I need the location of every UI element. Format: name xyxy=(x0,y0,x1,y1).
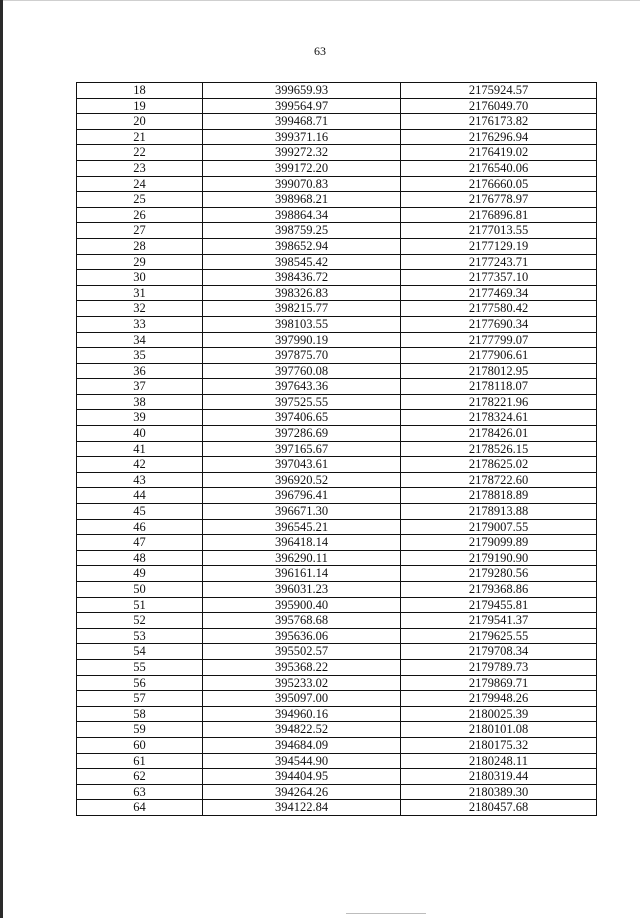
table-row xyxy=(77,270,597,286)
y-coordinate-cell: 2178324.61 xyxy=(401,410,597,426)
y-coordinate-cell: 2180319.44 xyxy=(401,769,597,785)
point-number-cell: 23 xyxy=(77,160,203,176)
page-top-edge xyxy=(0,0,640,1)
y-coordinate-cell: 2177580.42 xyxy=(401,301,597,317)
point-number-cell: 36 xyxy=(77,363,203,379)
point-number-cell: 29 xyxy=(77,254,203,270)
x-coordinate-cell: 397406.65 xyxy=(203,410,401,426)
point-number-cell: 26 xyxy=(77,207,203,223)
y-coordinate-cell: 2178526.15 xyxy=(401,441,597,457)
x-coordinate-cell: 394264.26 xyxy=(203,784,401,800)
x-coordinate-cell: 396161.14 xyxy=(203,566,401,582)
y-coordinate-cell: 2177469.34 xyxy=(401,285,597,301)
point-number-cell: 53 xyxy=(77,628,203,644)
x-coordinate-cell: 398864.34 xyxy=(203,207,401,223)
page-number: 63 xyxy=(314,44,326,58)
table-row xyxy=(77,613,597,629)
x-coordinate-cell: 394544.90 xyxy=(203,753,401,769)
table-row xyxy=(77,784,597,800)
y-coordinate-cell: 2177690.34 xyxy=(401,316,597,332)
y-coordinate-cell: 2176660.05 xyxy=(401,176,597,192)
y-coordinate-cell: 2180248.11 xyxy=(401,753,597,769)
table-row xyxy=(77,192,597,208)
point-number-cell: 55 xyxy=(77,659,203,675)
y-coordinate-cell: 2178426.01 xyxy=(401,426,597,442)
table-row xyxy=(77,301,597,317)
point-number-cell: 37 xyxy=(77,379,203,395)
table-row xyxy=(77,644,597,660)
y-coordinate-cell: 2178818.89 xyxy=(401,488,597,504)
point-number-cell: 24 xyxy=(77,176,203,192)
point-number-cell: 59 xyxy=(77,722,203,738)
point-number-cell: 18 xyxy=(77,83,203,99)
y-coordinate-cell: 2177799.07 xyxy=(401,332,597,348)
x-coordinate-cell: 396671.30 xyxy=(203,504,401,520)
x-coordinate-cell: 397643.36 xyxy=(203,379,401,395)
table-row xyxy=(77,98,597,114)
y-coordinate-cell: 2179368.86 xyxy=(401,582,597,598)
x-coordinate-cell: 398652.94 xyxy=(203,238,401,254)
table-row xyxy=(77,800,597,816)
table-row xyxy=(77,488,597,504)
y-coordinate-cell: 2180457.68 xyxy=(401,800,597,816)
point-number-cell: 45 xyxy=(77,504,203,520)
x-coordinate-cell: 396031.23 xyxy=(203,582,401,598)
y-coordinate-cell: 2179099.89 xyxy=(401,535,597,551)
table-row xyxy=(77,160,597,176)
point-number-cell: 31 xyxy=(77,285,203,301)
point-number-cell: 48 xyxy=(77,550,203,566)
point-number-cell: 21 xyxy=(77,129,203,145)
x-coordinate-cell: 395900.40 xyxy=(203,597,401,613)
y-coordinate-cell: 2178118.07 xyxy=(401,379,597,395)
point-number-cell: 62 xyxy=(77,769,203,785)
y-coordinate-cell: 2176540.06 xyxy=(401,160,597,176)
y-coordinate-cell: 2179789.73 xyxy=(401,659,597,675)
point-number-cell: 28 xyxy=(77,238,203,254)
x-coordinate-cell: 398215.77 xyxy=(203,301,401,317)
x-coordinate-cell: 396418.14 xyxy=(203,535,401,551)
x-coordinate-cell: 396920.52 xyxy=(203,472,401,488)
point-number-cell: 34 xyxy=(77,332,203,348)
point-number-cell: 35 xyxy=(77,348,203,364)
x-coordinate-cell: 398545.42 xyxy=(203,254,401,270)
table-row xyxy=(77,628,597,644)
x-coordinate-cell: 394684.09 xyxy=(203,737,401,753)
x-coordinate-cell: 394122.84 xyxy=(203,800,401,816)
point-number-cell: 33 xyxy=(77,316,203,332)
table-row xyxy=(77,722,597,738)
table-row xyxy=(77,426,597,442)
point-number-cell: 56 xyxy=(77,675,203,691)
x-coordinate-cell: 396796.41 xyxy=(203,488,401,504)
point-number-cell: 38 xyxy=(77,394,203,410)
y-coordinate-cell: 2177357.10 xyxy=(401,270,597,286)
x-coordinate-cell: 395768.68 xyxy=(203,613,401,629)
y-coordinate-cell: 2176896.81 xyxy=(401,207,597,223)
y-coordinate-cell: 2180389.30 xyxy=(401,784,597,800)
x-coordinate-cell: 397043.61 xyxy=(203,457,401,473)
coordinates-table xyxy=(76,82,597,816)
y-coordinate-cell: 2179869.71 xyxy=(401,675,597,691)
page-left-edge xyxy=(0,0,3,918)
x-coordinate-cell: 399468.71 xyxy=(203,114,401,130)
point-number-cell: 32 xyxy=(77,301,203,317)
point-number-cell: 49 xyxy=(77,566,203,582)
x-coordinate-cell: 399070.83 xyxy=(203,176,401,192)
point-number-cell: 19 xyxy=(77,98,203,114)
table-row xyxy=(77,348,597,364)
x-coordinate-cell: 399659.93 xyxy=(203,83,401,99)
x-coordinate-cell: 398759.25 xyxy=(203,223,401,239)
y-coordinate-cell: 2179007.55 xyxy=(401,519,597,535)
x-coordinate-cell: 398326.83 xyxy=(203,285,401,301)
point-number-cell: 30 xyxy=(77,270,203,286)
y-coordinate-cell: 2177906.61 xyxy=(401,348,597,364)
point-number-cell: 43 xyxy=(77,472,203,488)
y-coordinate-cell: 2179948.26 xyxy=(401,691,597,707)
table-row xyxy=(77,316,597,332)
y-coordinate-cell: 2176419.02 xyxy=(401,145,597,161)
x-coordinate-cell: 397165.67 xyxy=(203,441,401,457)
x-coordinate-cell: 399371.16 xyxy=(203,129,401,145)
point-number-cell: 25 xyxy=(77,192,203,208)
x-coordinate-cell: 397286.69 xyxy=(203,426,401,442)
table-row xyxy=(77,691,597,707)
point-number-cell: 20 xyxy=(77,114,203,130)
table-row xyxy=(77,753,597,769)
table-row xyxy=(77,659,597,675)
point-number-cell: 42 xyxy=(77,457,203,473)
y-coordinate-cell: 2178221.96 xyxy=(401,394,597,410)
y-coordinate-cell: 2179280.56 xyxy=(401,566,597,582)
point-number-cell: 44 xyxy=(77,488,203,504)
y-coordinate-cell: 2177129.19 xyxy=(401,238,597,254)
y-coordinate-cell: 2178012.95 xyxy=(401,363,597,379)
table-row xyxy=(77,238,597,254)
x-coordinate-cell: 398103.55 xyxy=(203,316,401,332)
table-row xyxy=(77,176,597,192)
table-row xyxy=(77,379,597,395)
table-row xyxy=(77,706,597,722)
table-row xyxy=(77,332,597,348)
point-number-cell: 61 xyxy=(77,753,203,769)
table-row xyxy=(77,285,597,301)
x-coordinate-cell: 395502.57 xyxy=(203,644,401,660)
x-coordinate-cell: 398968.21 xyxy=(203,192,401,208)
point-number-cell: 60 xyxy=(77,737,203,753)
table-row xyxy=(77,394,597,410)
y-coordinate-cell: 2178722.60 xyxy=(401,472,597,488)
x-coordinate-cell: 394404.95 xyxy=(203,769,401,785)
point-number-cell: 50 xyxy=(77,582,203,598)
table-row xyxy=(77,737,597,753)
y-coordinate-cell: 2179541.37 xyxy=(401,613,597,629)
table-row xyxy=(77,582,597,598)
x-coordinate-cell: 397525.55 xyxy=(203,394,401,410)
y-coordinate-cell: 2179455.81 xyxy=(401,597,597,613)
x-coordinate-cell: 396545.21 xyxy=(203,519,401,535)
point-number-cell: 57 xyxy=(77,691,203,707)
y-coordinate-cell: 2176296.94 xyxy=(401,129,597,145)
scan-artifact-line xyxy=(346,913,426,914)
point-number-cell: 27 xyxy=(77,223,203,239)
point-number-cell: 54 xyxy=(77,644,203,660)
table-row xyxy=(77,114,597,130)
x-coordinate-cell: 395097.00 xyxy=(203,691,401,707)
point-number-cell: 46 xyxy=(77,519,203,535)
x-coordinate-cell: 399564.97 xyxy=(203,98,401,114)
table-row xyxy=(77,550,597,566)
point-number-cell: 58 xyxy=(77,706,203,722)
table-row xyxy=(77,675,597,691)
table-row xyxy=(77,597,597,613)
y-coordinate-cell: 2177243.71 xyxy=(401,254,597,270)
point-number-cell: 47 xyxy=(77,535,203,551)
x-coordinate-cell: 399272.32 xyxy=(203,145,401,161)
y-coordinate-cell: 2180101.08 xyxy=(401,722,597,738)
y-coordinate-cell: 2175924.57 xyxy=(401,83,597,99)
table-row xyxy=(77,519,597,535)
table-row xyxy=(77,207,597,223)
table-row xyxy=(77,535,597,551)
y-coordinate-cell: 2176049.70 xyxy=(401,98,597,114)
table-row xyxy=(77,410,597,426)
y-coordinate-cell: 2180175.32 xyxy=(401,737,597,753)
x-coordinate-cell: 394960.16 xyxy=(203,706,401,722)
x-coordinate-cell: 395368.22 xyxy=(203,659,401,675)
point-number-cell: 39 xyxy=(77,410,203,426)
table-row xyxy=(77,769,597,785)
y-coordinate-cell: 2180025.39 xyxy=(401,706,597,722)
x-coordinate-cell: 397760.08 xyxy=(203,363,401,379)
table-row xyxy=(77,457,597,473)
point-number-cell: 63 xyxy=(77,784,203,800)
x-coordinate-cell: 394822.52 xyxy=(203,722,401,738)
x-coordinate-cell: 395636.06 xyxy=(203,628,401,644)
x-coordinate-cell: 399172.20 xyxy=(203,160,401,176)
point-number-cell: 40 xyxy=(77,426,203,442)
table-row xyxy=(77,504,597,520)
point-number-cell: 64 xyxy=(77,800,203,816)
y-coordinate-cell: 2179625.55 xyxy=(401,628,597,644)
table-row xyxy=(77,441,597,457)
table-row xyxy=(77,145,597,161)
point-number-cell: 51 xyxy=(77,597,203,613)
table-row xyxy=(77,129,597,145)
y-coordinate-cell: 2176173.82 xyxy=(401,114,597,130)
table-row xyxy=(77,472,597,488)
x-coordinate-cell: 398436.72 xyxy=(203,270,401,286)
table-row xyxy=(77,363,597,379)
x-coordinate-cell: 397875.70 xyxy=(203,348,401,364)
x-coordinate-cell: 395233.02 xyxy=(203,675,401,691)
y-coordinate-cell: 2178913.88 xyxy=(401,504,597,520)
y-coordinate-cell: 2177013.55 xyxy=(401,223,597,239)
point-number-cell: 22 xyxy=(77,145,203,161)
x-coordinate-cell: 397990.19 xyxy=(203,332,401,348)
table-row xyxy=(77,254,597,270)
point-number-cell: 41 xyxy=(77,441,203,457)
x-coordinate-cell: 396290.11 xyxy=(203,550,401,566)
y-coordinate-cell: 2178625.02 xyxy=(401,457,597,473)
table-row xyxy=(77,83,597,99)
table-row xyxy=(77,223,597,239)
y-coordinate-cell: 2176778.97 xyxy=(401,192,597,208)
coordinates-table-body xyxy=(77,83,597,816)
y-coordinate-cell: 2179708.34 xyxy=(401,644,597,660)
table-row xyxy=(77,566,597,582)
y-coordinate-cell: 2179190.90 xyxy=(401,550,597,566)
point-number-cell: 52 xyxy=(77,613,203,629)
